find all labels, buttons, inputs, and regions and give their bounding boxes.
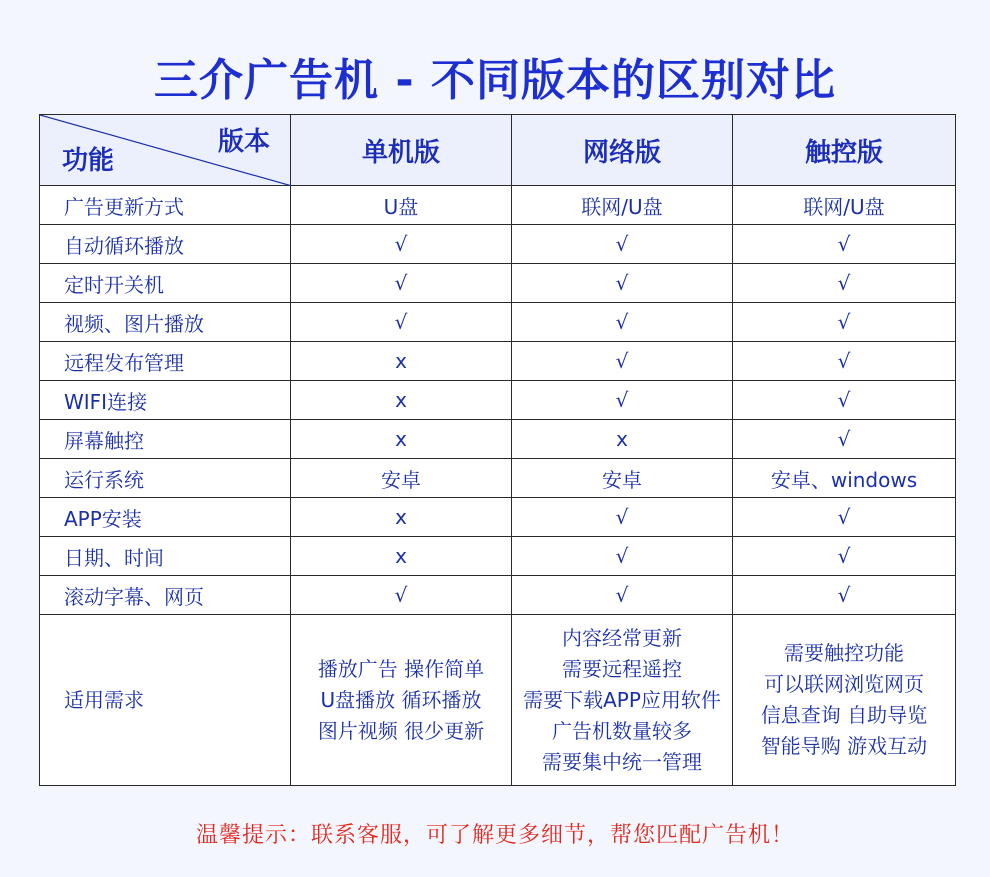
cell-network: √ bbox=[512, 303, 733, 342]
cell-network: √ bbox=[512, 381, 733, 420]
cell-standalone: x bbox=[291, 537, 512, 576]
requirement-line: 图片视频 很少更新 bbox=[317, 718, 485, 743]
cell-network: √ bbox=[512, 342, 733, 381]
cell-touch: √ bbox=[733, 225, 956, 264]
requirement-line: 需要远程遥控 bbox=[562, 656, 682, 681]
requirements-touch bbox=[733, 615, 956, 786]
requirement-line: 需要触控功能 bbox=[784, 641, 904, 665]
cell-network: √ bbox=[512, 537, 733, 576]
requirement-line: 可以联网浏览网页 bbox=[764, 672, 924, 696]
header-feature-label: 功能 bbox=[62, 146, 115, 176]
cell-touch: √ bbox=[733, 303, 956, 342]
requirements-network bbox=[512, 615, 733, 786]
column-header-touch: 触控版 bbox=[733, 115, 956, 186]
cell-touch: √ bbox=[733, 342, 956, 381]
requirement-line: 广告机数量较多 bbox=[552, 718, 692, 743]
feature-label: 滚动字幕、网页 bbox=[40, 576, 291, 615]
cell-standalone: 安卓 bbox=[291, 459, 512, 498]
table-body bbox=[40, 186, 956, 615]
feature-label: 视频、图片播放 bbox=[40, 303, 291, 342]
table-row bbox=[40, 342, 956, 381]
feature-label: WIFI连接 bbox=[40, 381, 291, 420]
cell-network: √ bbox=[512, 576, 733, 615]
table-header-row bbox=[40, 115, 956, 186]
header-version-label: 版本 bbox=[217, 127, 270, 157]
table-row bbox=[40, 303, 956, 342]
cell-touch: √ bbox=[733, 576, 956, 615]
cell-standalone: x bbox=[291, 420, 512, 459]
requirement-line: 需要集中统一管理 bbox=[542, 749, 702, 774]
cell-standalone: √ bbox=[291, 264, 512, 303]
requirements-standalone bbox=[291, 615, 512, 786]
column-header-standalone: 单机版 bbox=[291, 115, 512, 186]
cell-standalone: x bbox=[291, 342, 512, 381]
column-header-network: 网络版 bbox=[512, 115, 733, 186]
cell-standalone: √ bbox=[291, 303, 512, 342]
table-row bbox=[40, 498, 956, 537]
feature-label: 运行系统 bbox=[40, 459, 291, 498]
feature-label: 定时开关机 bbox=[40, 264, 291, 303]
requirement-line: 信息查询 自助导览 bbox=[760, 703, 928, 727]
cell-touch: 安卓、windows bbox=[733, 459, 956, 498]
feature-label: 屏幕触控 bbox=[40, 420, 291, 459]
feature-label: 自动循环播放 bbox=[40, 225, 291, 264]
table-row bbox=[40, 186, 956, 225]
cell-network: 安卓 bbox=[512, 459, 733, 498]
feature-label: 日期、时间 bbox=[40, 537, 291, 576]
requirement-line: 播放广告 操作简单 bbox=[317, 656, 485, 681]
cell-network: x bbox=[512, 420, 733, 459]
table-row bbox=[40, 264, 956, 303]
table-row bbox=[40, 381, 956, 420]
table-row bbox=[40, 537, 956, 576]
cell-network: √ bbox=[512, 264, 733, 303]
page-title: 三介广告机 - 不同版本的区别对比 bbox=[154, 55, 836, 106]
cell-touch: 联网/U盘 bbox=[733, 186, 956, 225]
cell-touch: √ bbox=[733, 420, 956, 459]
comparison-table bbox=[39, 114, 956, 786]
requirement-line: 内容经常更新 bbox=[562, 625, 682, 650]
cell-touch: √ bbox=[733, 537, 956, 576]
table-row bbox=[40, 225, 956, 264]
requirements-row bbox=[40, 615, 956, 786]
cell-standalone: x bbox=[291, 498, 512, 537]
cell-standalone: x bbox=[291, 381, 512, 420]
table-row bbox=[40, 459, 956, 498]
table-row bbox=[40, 420, 956, 459]
requirements-label: 适用需求 bbox=[40, 615, 291, 786]
cell-network: √ bbox=[512, 225, 733, 264]
cell-network: 联网/U盘 bbox=[512, 186, 733, 225]
table-row bbox=[40, 576, 956, 615]
cell-touch: √ bbox=[733, 381, 956, 420]
feature-label: 广告更新方式 bbox=[40, 186, 291, 225]
cell-standalone: √ bbox=[291, 576, 512, 615]
cell-network: √ bbox=[512, 498, 733, 537]
cell-standalone: √ bbox=[291, 225, 512, 264]
header-corner-cell bbox=[40, 115, 291, 186]
cell-touch: √ bbox=[733, 264, 956, 303]
feature-label: APP安装 bbox=[40, 498, 291, 537]
cell-standalone: U盘 bbox=[291, 186, 512, 225]
requirement-line: 智能导购 游戏互动 bbox=[760, 734, 928, 758]
requirement-line: 需要下载APP应用软件 bbox=[523, 687, 721, 712]
cell-touch: √ bbox=[733, 498, 956, 537]
feature-label: 远程发布管理 bbox=[40, 342, 291, 381]
contact-tip: 温馨提示：联系客服，可了解更多细节，帮您匹配广告机！ bbox=[195, 823, 794, 848]
requirement-line: U盘播放 循环播放 bbox=[320, 687, 482, 712]
